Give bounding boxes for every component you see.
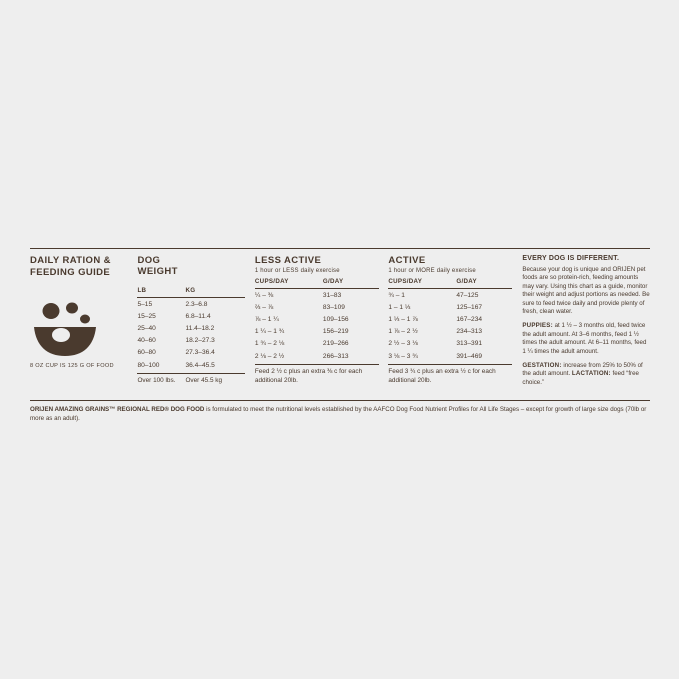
less-active-subheading: 1 hour or LESS daily exercise (254, 268, 340, 274)
cell-cups: ⅔ – ⅞ (254, 303, 274, 311)
cell-kg: 2.3–6.8 (185, 300, 208, 308)
table-header-row (137, 286, 245, 298)
column-header-lb: LB (137, 286, 185, 298)
cell-kg: 11.4–18.2 (185, 324, 215, 332)
active-column (388, 249, 512, 385)
cell-grams: 47–125 (456, 291, 479, 299)
column-header-g-day: G/DAY (456, 277, 512, 289)
gestation-paragraph (522, 362, 650, 387)
table-header-row (388, 277, 512, 289)
table-row (137, 347, 245, 359)
cell-grams: 125–167 (456, 303, 483, 311)
table-row (388, 301, 512, 313)
cell-grams: 83–109 (322, 303, 345, 311)
cell-lb: 5–15 (137, 300, 153, 308)
cell-cups: 1 ⅓ – 1 ⅞ (388, 315, 418, 323)
cell-lb: 15–25 (137, 312, 156, 320)
page-title-line2: FEEDING GUIDE (30, 267, 111, 278)
column-header-cups-day: CUPS/DAY (255, 277, 323, 289)
table-header-row (255, 277, 379, 289)
active-heading: ACTIVE (388, 255, 426, 266)
footer-brand: ORIJEN AMAZING GRAINS™ REGIONAL RED® DOG FOOD (30, 406, 205, 414)
every-dog-is-different-column (512, 249, 650, 393)
lactation-text: feed “free choice.” (522, 370, 640, 386)
dog-weight-total-row (137, 373, 245, 386)
cell-kg: 6.8–11.4 (185, 312, 211, 320)
table-row (255, 350, 379, 362)
feeding-guide-grid (30, 249, 650, 393)
cell-lb: 60–80 (137, 349, 156, 357)
footer-text: is formulated to meet the nutritional levels established by the AAFCO Dog Food Nutrient Profiles for All Life Stages – except for growth of large size dogs (70lb or more as an adult). (30, 406, 647, 422)
cell-lb: 25–40 (137, 324, 156, 332)
bowl-icon (30, 299, 124, 361)
total-lb: Over 100 lbs. (137, 377, 176, 385)
dog-weight-heading (137, 255, 245, 277)
less-active-note: Feed 2 ½ c plus an extra ⅜ c for each additional 20lb. (254, 368, 363, 384)
gestation-label: GESTATION: (522, 362, 562, 370)
table-row (137, 310, 245, 322)
gestation-text: increase from 25% to 50% of the adult amount. (522, 362, 643, 378)
bowl-caption: 8 OZ CUP IS 125 G OF FOOD (30, 363, 114, 369)
cell-grams: 109–156 (322, 315, 349, 323)
page-title-line1: DAILY RATION & (30, 255, 111, 266)
every-dog-paragraph: Because your dog is unique and ORIJEN pet foods are so protein-rich, feeding amounts may vary. Using this chart as a guide, monitor their weight and adjust portions as needed. Be sure to feed twice daily and provide plenty of fresh, clean water. (522, 266, 650, 316)
table-row (255, 289, 379, 302)
less-active-column (255, 249, 379, 385)
table-row (255, 301, 379, 313)
footer-disclaimer (30, 400, 650, 423)
table-row (137, 322, 245, 334)
cell-cups: 1 ¾ – 2 ⅛ (254, 340, 285, 348)
less-active-table (255, 277, 379, 362)
cell-cups: 1 ¼ – 1 ¾ (254, 328, 285, 336)
cell-cups: 2 ½ – 3 ⅛ (388, 340, 418, 348)
column-header-g-day: G/DAY (323, 277, 379, 289)
active-note: Feed 3 ¾ c plus an extra ½ c for each additional 20lb. (388, 368, 496, 384)
dog-weight-heading-line2: WEIGHT (137, 266, 178, 277)
table-row (137, 335, 245, 347)
dog-weight-column (137, 249, 245, 386)
puppies-label: PUPPIES: (522, 322, 553, 330)
cell-grams: 167–234 (456, 315, 483, 323)
table-row (255, 338, 379, 350)
column-header-kg: KG (185, 286, 245, 298)
cell-kg: 36.4–45.5 (185, 361, 215, 369)
cell-cups: 3 ⅛ – 3 ¾ (388, 352, 418, 360)
table-row (388, 338, 512, 350)
dog-weight-heading-line1: DOG (137, 255, 161, 266)
table-row (388, 350, 512, 362)
cell-grams: 391–469 (456, 352, 483, 360)
puppies-paragraph (522, 322, 650, 356)
table-row (388, 326, 512, 338)
table-row (137, 298, 245, 311)
cell-grams: 31–83 (322, 291, 342, 299)
cell-cups: 2 ⅛ – 2 ½ (254, 352, 285, 360)
cell-kg: 27.3–36.4 (185, 349, 215, 357)
dog-bowl-illustration (30, 299, 124, 361)
title-column (30, 249, 128, 369)
column-header-cups-day: CUPS/DAY (388, 277, 456, 289)
cell-lb: 40–60 (137, 337, 156, 345)
cell-lb: 80–100 (137, 361, 160, 369)
table-row (137, 359, 245, 371)
table-row (388, 289, 512, 302)
table-row (255, 313, 379, 325)
every-dog-heading: EVERY DOG IS DIFFERENT. (522, 255, 620, 262)
cell-cups: 1 – 1 ⅓ (388, 303, 411, 311)
cell-cups: 1 ⅞ – 2 ½ (388, 328, 418, 336)
active-table (388, 277, 512, 362)
table-row (388, 313, 512, 325)
active-subheading: 1 hour or MORE daily exercise (388, 268, 476, 274)
lactation-label: LACTATION: (571, 370, 611, 378)
page-title (30, 255, 124, 279)
feeding-guide-panel (30, 248, 650, 423)
total-kg: Over 45.5 kg (185, 377, 223, 385)
less-active-heading: LESS ACTIVE (254, 255, 322, 266)
cell-cups: ⅞ – 1 ¼ (254, 315, 279, 323)
dog-weight-table (137, 286, 245, 371)
cell-grams: 219–266 (322, 340, 349, 348)
puppies-text: at 1 ½ – 3 months old, feed twice the adult amount. At 3–6 months, feed 1 ½ times the adult amount. At 6–11 months, feed 1 ¼ times the adult amount. (522, 322, 647, 355)
table-row (255, 326, 379, 338)
cell-grams: 266–313 (322, 352, 349, 360)
cell-cups: ¾ – 1 (388, 291, 405, 299)
cell-cups: ¼ – ⅜ (254, 291, 274, 299)
cell-kg: 18.2–27.3 (185, 337, 215, 345)
cell-grams: 156–219 (322, 328, 349, 336)
cell-grams: 234–313 (456, 328, 483, 336)
cell-grams: 313–391 (456, 340, 483, 348)
